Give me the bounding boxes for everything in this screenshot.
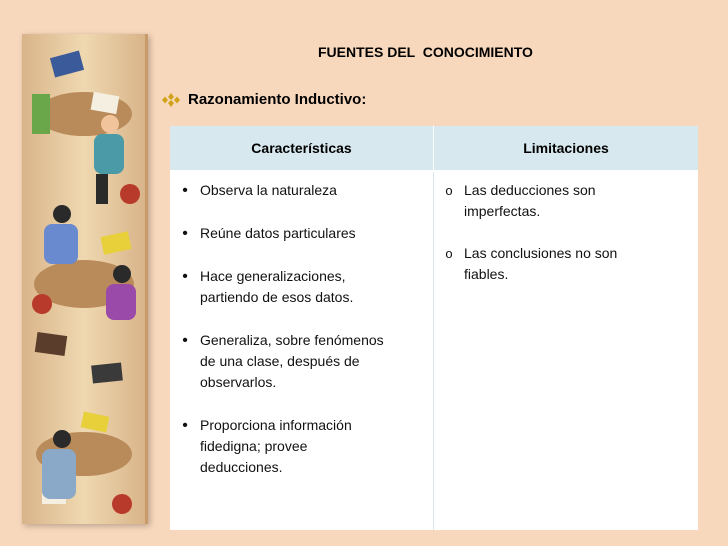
bullet-dot-icon	[170, 180, 200, 201]
bullet-dot-icon	[170, 415, 200, 436]
limitaciones-cell	[434, 172, 698, 530]
page-title: FUENTES DEL CONOCIMIENTO	[318, 44, 533, 60]
limitaciones-list	[434, 180, 690, 285]
list-item: • Generaliza, sobre fenómenos de una clase, después de observarlos.	[170, 330, 425, 393]
subtitle-row	[162, 91, 366, 108]
bullet-dot-icon	[170, 330, 200, 351]
header-caracteristicas: Características	[170, 126, 434, 172]
people-studying-illustration	[22, 34, 148, 524]
comparison-table	[170, 126, 698, 530]
list-item: o Las conclusiones no son fiables.	[434, 243, 690, 285]
section-subtitle: Razonamiento Inductivo:	[188, 91, 367, 108]
header-limitaciones: Limitaciones	[434, 126, 698, 172]
diamond-bullet-icon	[162, 93, 180, 107]
list-item: • Proporciona información fidedigna; provee deducciones.	[170, 415, 425, 478]
bullet-circle-icon	[434, 180, 464, 201]
bullet-circle-icon	[434, 243, 464, 264]
list-item: o Las deducciones son imperfectas.	[434, 180, 690, 222]
list-item: • Hace generalizaciones, partiendo de esos datos.	[170, 266, 425, 308]
bullet-dot-icon	[170, 266, 200, 287]
caracteristicas-cell	[170, 172, 434, 530]
list-item: • Observa la naturaleza	[170, 180, 425, 201]
caracteristicas-list	[170, 180, 425, 478]
list-item: • Reúne datos particulares	[170, 223, 425, 244]
bullet-dot-icon	[170, 223, 200, 244]
